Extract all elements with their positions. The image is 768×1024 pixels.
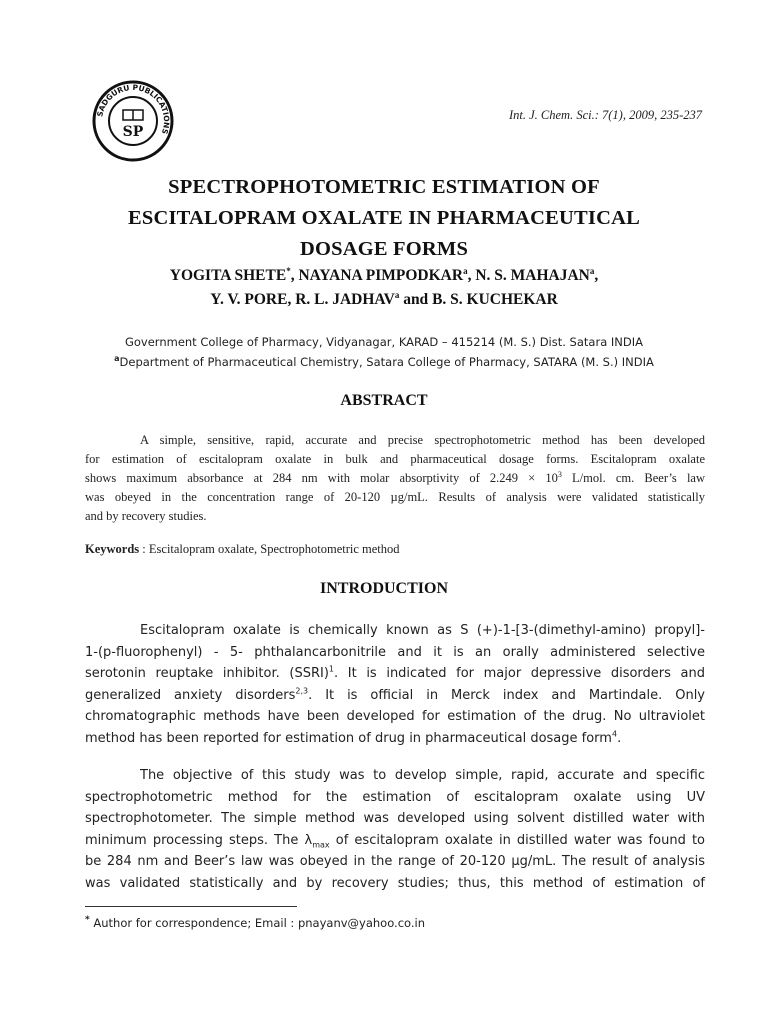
author-name: N. S. MAHAJAN [475, 267, 590, 284]
author-separator: and [399, 291, 433, 308]
body-line: method has been reported for estimation of drug in pharmaceutical dosage form$^4$. [85, 729, 622, 746]
introduction-heading: INTRODUCTION [319, 580, 448, 597]
author-affiliation-mark: * [286, 265, 291, 276]
journal-citation: Int. J. Chem. Sci.: 7(1), 2009, 235-237 [508, 108, 702, 122]
body-line: spectrophotometer. The simple method was developed using solvent distilled water with [85, 811, 705, 827]
affiliation-line: Government College of Pharmacy, Vidyanagar, KARAD – 415214 (M. S.) Dist. Satara INDIA [124, 335, 644, 349]
abstract-line: for estimation of escitalopram oxalate in bulk and pharmaceutical dosage forms. Escitalopram oxalate [85, 452, 705, 466]
author-affiliation-mark: a [589, 265, 595, 276]
author-email[interactable]: pnayanv@yahoo.co.in [297, 916, 425, 930]
author-separator: , [287, 291, 296, 308]
body-line: serotonin reuptake inhibitor. (SSRI)$^1$. It is indicated for major depressive disorders and [85, 664, 705, 682]
body-line: generalized anxiety disorders$^{2,3}$. It is official in Merck index and Martindale. Only [85, 686, 705, 703]
affiliation-mark: a [114, 354, 120, 364]
affiliations [60, 332, 708, 372]
author-name: YOGITA SHETE [169, 267, 287, 284]
body-line: was validated statistically and by recovery studies; thus, this method of estimation of [85, 875, 705, 891]
abstract-line: was obeyed in the concentration range of 20-120 µg/mL. Results of analysis were validated statistically [85, 490, 705, 504]
title-line: DOSAGE FORMS [299, 238, 469, 260]
footnote-mark: * [85, 915, 90, 926]
author-name: NAYANA PIMPODKAR [298, 267, 464, 284]
title-line: SPECTROPHOTOMETRIC ESTIMATION OF [168, 176, 600, 198]
author-line [60, 264, 708, 288]
author-name: Y. V. PORE [210, 291, 288, 308]
body-line: minimum processing steps. The $\lambda_{max}$ of escitalopram oxalate in distilled water was found to [85, 832, 705, 850]
abstract-text [85, 431, 705, 526]
abstract-line: A simple, sensitive, rapid, accurate and precise spectrophotometric method has been developed [140, 433, 705, 447]
author-separator: , [467, 267, 476, 284]
title-line: ESCITALOPRAM OXALATE IN PHARMACEUTICAL [128, 207, 640, 229]
logo-ring-text: SADGURU PUBLICATIONS [95, 82, 172, 136]
footnote-label: Author for correspondence; Email : [89, 916, 298, 930]
abstract-line: shows maximum absorbance at 284 nm with molar absorptivity of $2.249 \times 10^3$ L/mol. cm. Beer’s law [85, 469, 705, 485]
author-list [60, 264, 708, 312]
body-line: The objective of this study was to develop simple, rapid, accurate and specific [140, 768, 705, 783]
body-line: spectrophotometric method for the estimation of escitalopram oxalate using UV [85, 789, 705, 805]
author-separator: , [594, 267, 599, 284]
keywords-label: Keywords [85, 542, 140, 556]
author-separator: , [290, 267, 299, 284]
author-affiliation-mark: a [463, 265, 468, 276]
abstract-heading: ABSTRACT [340, 392, 428, 409]
author-name: B. S. KUCHEKAR [432, 291, 558, 308]
author-name: R. L. JADHAV [295, 291, 395, 308]
author-line [60, 288, 708, 312]
introduction-paragraph-1 [85, 620, 705, 750]
author-affiliation-mark: a [394, 289, 400, 300]
body-line: be 284 nm and Beer’s law was obeyed in the range of 20-120 µg/mL. The result of analysis [85, 854, 705, 870]
introduction-paragraph-2 [85, 765, 705, 895]
body-line: Escitalopram oxalate is chemically known as S (+)-1-[3-(dimethyl-amino) propyl]- [140, 623, 705, 638]
correspondence-footnote [85, 916, 425, 930]
footnote-divider [85, 906, 297, 907]
abstract-line: and by recovery studies. [85, 509, 207, 523]
body-line: chromatographic methods have been developed for estimation of the drug. No ultraviolet [85, 709, 705, 725]
logo-monogram: SP [122, 124, 144, 140]
body-line: 1-(p-fluorophenyl) - 5- phthalancarbonitrile and it is an orally administered selective [85, 644, 705, 660]
affiliation-line: $^a$Department of Pharmaceutical Chemistry, Satara College of Pharmacy, SATARA (M. S.) INDIA [114, 354, 654, 369]
publisher-logo [92, 80, 174, 162]
keywords-text: : Escitalopram oxalate, Spectrophotometric method [139, 542, 400, 556]
paper-title [60, 172, 708, 265]
keywords [85, 542, 400, 557]
